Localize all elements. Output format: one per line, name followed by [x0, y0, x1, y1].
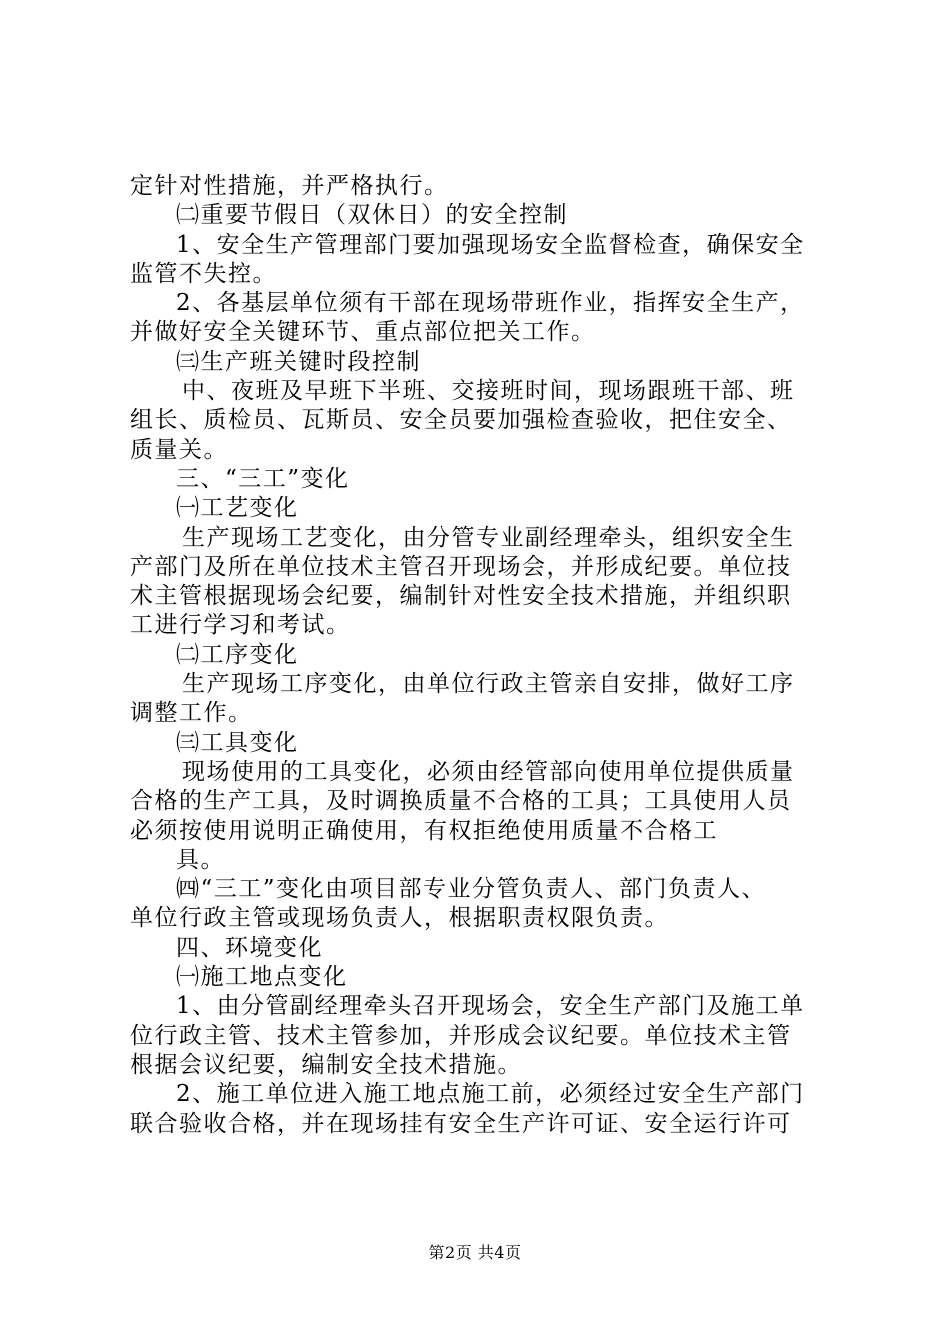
- text-line: 并做好安全关键环节、重点部位把关工作。: [130, 319, 596, 346]
- text-line: 根据会议纪要，编制安全技术措施。: [130, 1051, 522, 1078]
- text-line: 必须按使用说明正确使用，有权拒绝使用质量不合格工: [130, 817, 718, 844]
- text-line: ㈠工艺变化: [176, 495, 299, 522]
- text-line: ㈢工具变化: [176, 729, 299, 756]
- text-line: 组长、质检员、瓦斯员、安全员要加强检查验收，把住安全、: [130, 407, 792, 434]
- text-line: 三、“三工”变化: [176, 465, 350, 492]
- text-line: 产部门及所在单位技术主管召开现场会，并形成纪要。单位技: [130, 553, 792, 580]
- text-line: 四、环境变化: [176, 934, 323, 961]
- text-line: 生产现场工序变化，由单位行政主管亲自安排，做好工序: [182, 671, 795, 698]
- text-line: ㈢生产班关键时段控制: [176, 348, 421, 375]
- text-line: 定针对性措施，并严格执行。: [130, 173, 449, 199]
- text-line: 术主管根据现场会纪要，编制针对性安全技术措施，并组织职: [130, 583, 792, 610]
- text-line: 调整工作。: [130, 700, 253, 727]
- document-body: [130, 172, 830, 1139]
- text-line: 具。: [176, 846, 225, 873]
- page-footer: 第2页 共4页: [428, 1243, 522, 1262]
- text-line: 位行政主管、技术主管参加，并形成会议纪要。单位技术主管: [130, 1022, 792, 1049]
- text-line: 1、安全生产管理部门要加强现场安全监督检查，确保安全: [176, 231, 805, 258]
- text-line: 工进行学习和考试。: [130, 612, 351, 639]
- text-line: ㈠施工地点变化: [176, 964, 348, 991]
- text-line: ㈣“三工”变化由项目部专业分管负责人、部门负责人、: [176, 876, 767, 903]
- text-line: ㈡重要节假日（双休日）的安全控制: [176, 202, 568, 229]
- text-line: 生产现场工艺变化，由分管专业副经理牵头，组织安全生: [182, 524, 795, 551]
- text-line: 1、由分管副经理牵头召开现场会，安全生产部门及施工单: [176, 993, 805, 1020]
- text-line: 现场使用的工具变化，必须由经管部向使用单位提供质量: [182, 758, 795, 785]
- text-line: 监管不失控。: [130, 260, 277, 287]
- text-line: ㈡工序变化: [176, 641, 299, 668]
- text-line: 合格的生产工具，及时调换质量不合格的工具；工具使用人员: [130, 788, 792, 815]
- text-line: 单位行政主管或现场负责人，根据职责权限负责。: [130, 905, 669, 932]
- text-line: 中、夜班及早班下半班、交接班时间，现场跟班干部、班: [182, 378, 795, 405]
- text-line: 质量关。: [130, 436, 228, 463]
- text-line: 2、施工单位进入施工地点施工前，必须经过安全生产部门: [176, 1081, 805, 1108]
- text-line: 2、各基层单位须有干部在现场带班作业，指挥安全生产，: [176, 290, 805, 317]
- text-line: 联合验收合格，并在现场挂有安全生产许可证、安全运行许可: [130, 1110, 792, 1137]
